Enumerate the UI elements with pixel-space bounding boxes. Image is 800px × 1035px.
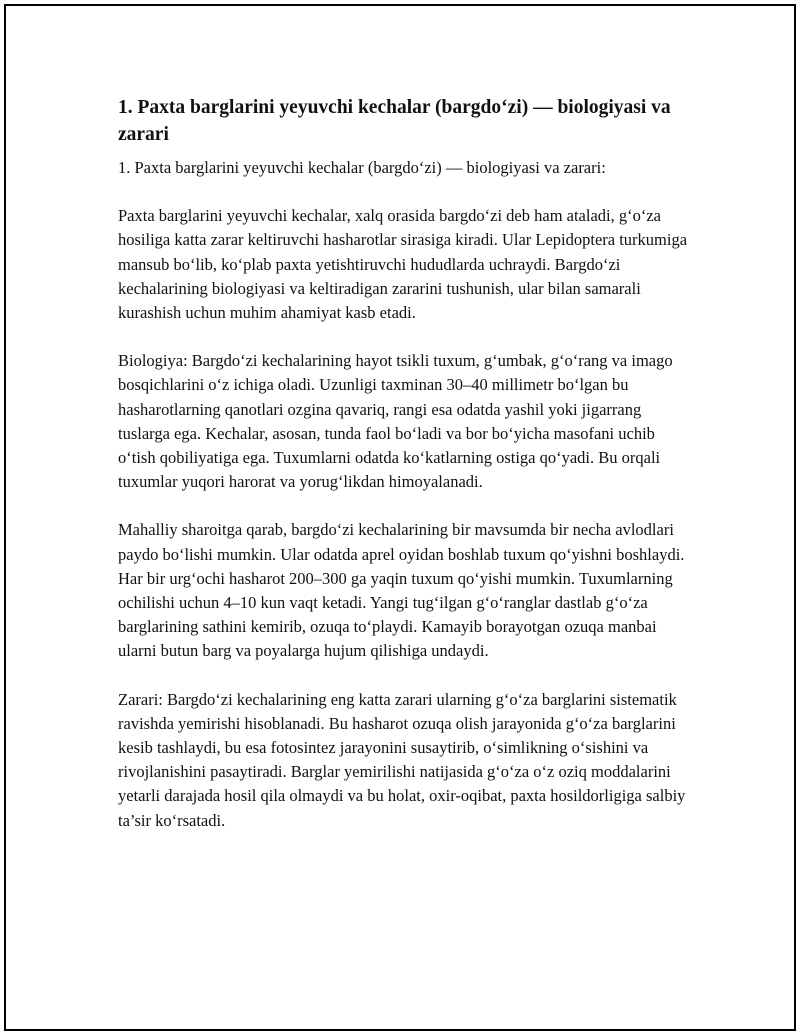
paragraph-damage: Zarari: Bargdo‘zi kechalarining eng katta zarari ularning g‘o‘za barglarini sistematik ravishda yemirishi hisoblanadi. Bu hasharot ozuqa olish jarayonida g‘o‘za barglarini kesib tashlaydi, bu esa fotosintez jarayonini susaytirib, o‘simlikning o‘sishini va rivojlanishini pasaytiradi. Barglar yemirilishi natijasida g‘o‘za o‘z oziq moddalarini yetarli darajada hosil qila olmaydi va bu holat, oxir-oqibat, paxta hosildorligiga salbiy ta’sir ko‘rsatadi. [118,689,686,830]
document-heading: 1. Paxta barglarini yeyuvchi kechalar (bargdo‘zi) — biologiyasi va zarari [118,97,671,145]
paragraph-overview: Paxta barglarini yeyuvchi kechalar, xalq orasida bargdo‘zi deb ham ataladi, g‘o‘za hosiliga katta zarar keltiruvchi hasharotlar sirasiga kiradi. Ular Lepidoptera turkumiga mansub bo‘lib, ko‘plab paxta yetishtiruvchi hududlarda uchraydi. Bargdo‘zi kechalarining biologiyasi va keltiradigan zararini tushunish, ular bilan samarali kurashish uchun muhim ahamiyat kasb etadi. [118,206,688,323]
paragraph-biology: Biologiya: Bargdo‘zi kechalarining hayot tsikli tuxum, g‘umbak, g‘o‘rang va imago bosqichlarini o‘z ichiga oladi. Uzunligi taxminan 30–40 millimetr bo‘lgan bu hasharotlarning qanotlari ozgina qavariq, rangi esa odatda yashil yoki jigarrang tuslarga ega. Kechalar, asosan, tunda faol bo‘ladi va bor bo‘yicha masofani uchib o‘tish qobiliyatiga ega. Tuxumlarni odatda ko‘katlarning ostiga qo‘yadi. Bu orqali tuxumlar yuqori harorat va yorug‘likdan himoyalanadi. [118,351,673,492]
document-body [118,94,693,857]
paragraph-generations: Mahalliy sharoitga qarab, bargdo‘zi kechalarining bir mavsumda bir necha avlodlari paydo bo‘lishi mumkin. Ular odatda aprel oyidan boshlab tuxum qo‘yishni boshlaydi. Har bir urg‘ochi hasharot 200–300 ga yaqin tuxum qo‘yishi mumkin. Tuxumlarning ochilishi uchun 4–10 kun vaqt ketadi. Yangi tug‘ilgan g‘o‘ranglar dastlab g‘o‘za barglarining sathini kemirib, ozuqa to‘playdi. Kamayib borayotgan ozuqa manbai ularni butun barg va poyalarga hujum qilishiga undaydi. [118,520,685,661]
paragraph-intro-line: 1. Paxta barglarini yeyuvchi kechalar (bargdo‘zi) — biologiyasi va zarari: [118,158,606,177]
